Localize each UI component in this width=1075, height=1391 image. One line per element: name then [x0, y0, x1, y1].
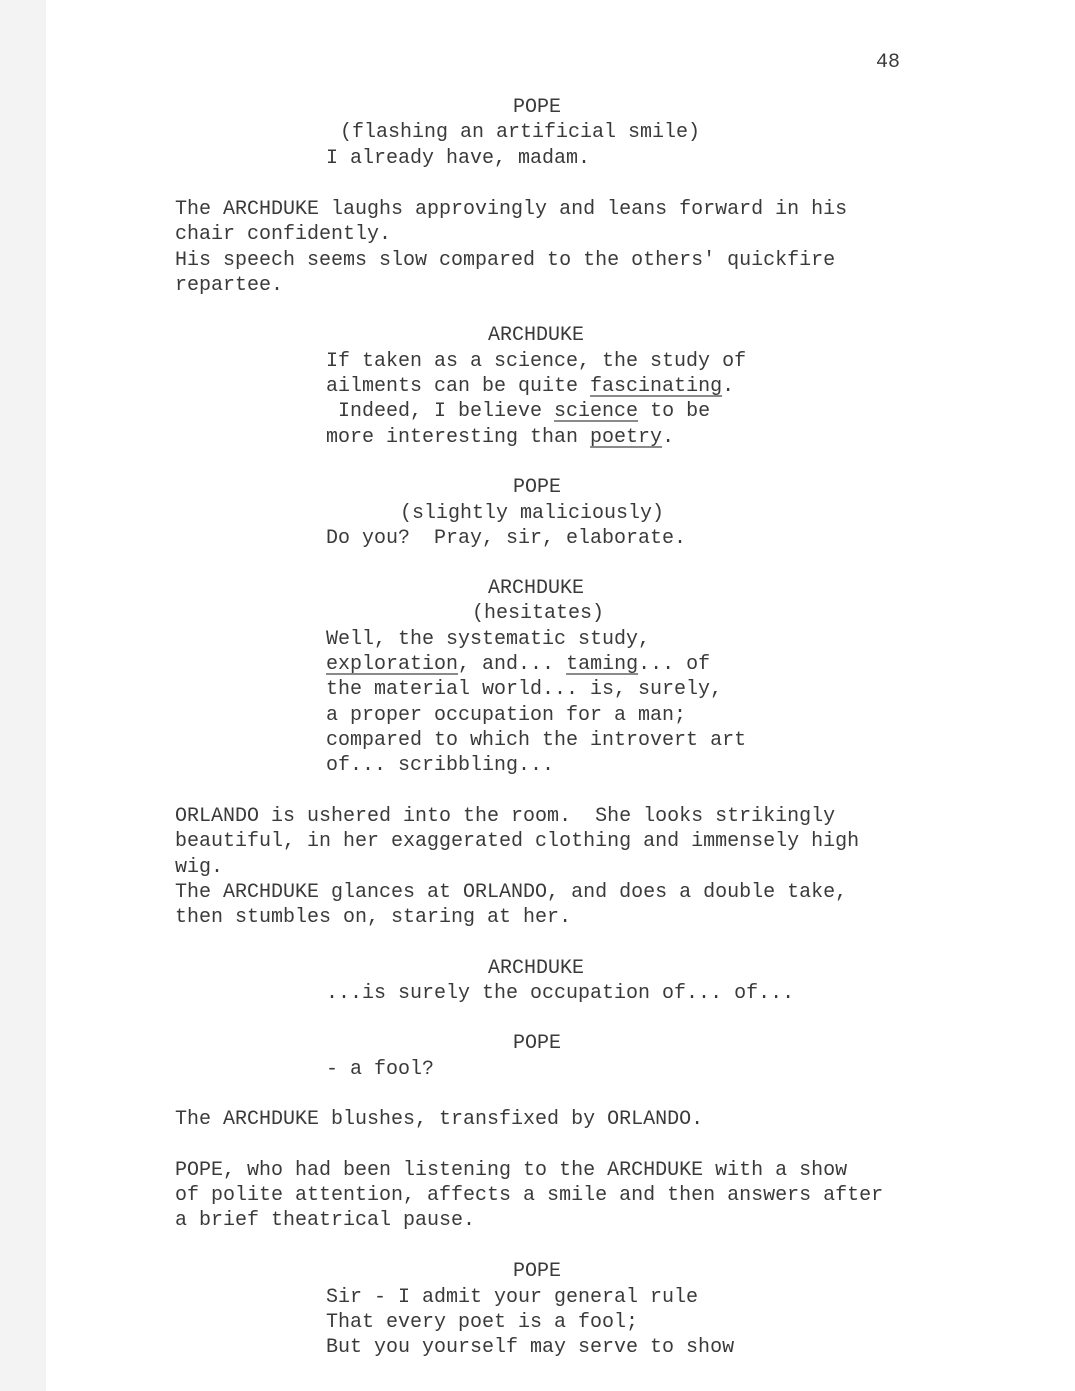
text-span: Sir - I admit your general rule — [326, 1286, 699, 1309]
dialogue-line — [326, 146, 590, 171]
text-span: ARCHDUKE — [488, 957, 585, 980]
parenthetical — [472, 601, 604, 626]
dialogue-line — [326, 374, 734, 399]
text-span: beautiful, in her exaggerated clothing and immensely high — [175, 830, 860, 853]
text-span: POPE, who had been listening to the ARCHDUKE with a show — [175, 1159, 848, 1182]
character-cue — [488, 576, 584, 601]
character-cue — [488, 323, 584, 348]
text-span: The ARCHDUKE laughs approvingly and leans forward in his — [175, 198, 848, 221]
underlined-word: exploration — [326, 653, 459, 676]
text-span: more interesting than — [326, 426, 591, 449]
character-cue — [513, 95, 561, 120]
underlined-word: science — [554, 400, 639, 423]
text-span: POPE — [513, 96, 562, 119]
action-line — [175, 905, 571, 930]
action-line — [175, 804, 835, 829]
text-span: The ARCHDUKE glances at ORLANDO, and does a double take, — [175, 881, 848, 904]
character-cue — [513, 475, 561, 500]
underlined-word: fascinating — [590, 375, 723, 398]
text-span: chair confidently. — [175, 223, 392, 246]
action-line — [175, 222, 391, 247]
dialogue-line — [326, 1057, 434, 1082]
text-span: Well, the systematic study, — [326, 628, 651, 651]
text-span: a proper occupation for a man; — [326, 704, 687, 727]
action-line — [175, 1107, 703, 1132]
dialogue-line — [326, 1285, 698, 1310]
text-span: ORLANDO is ushered into the room. She looks strikingly — [175, 805, 836, 828]
text-span: POPE — [513, 1260, 562, 1283]
text-span: compared to which the introvert art — [326, 729, 747, 752]
text-span: the material world... is, surely, — [326, 678, 723, 701]
text-span: then stumbles on, staring at her. — [175, 906, 572, 929]
text-span: I already have, madam. — [326, 147, 591, 170]
text-span: to be — [638, 400, 711, 423]
text-span: His speech seems slow compared to the others' quickfire — [175, 249, 836, 272]
action-line — [175, 248, 835, 273]
action-line — [175, 1208, 475, 1233]
parenthetical — [400, 501, 664, 526]
character-cue — [513, 1031, 561, 1056]
text-span: ARCHDUKE — [488, 324, 585, 347]
text-span: of... scribbling... — [326, 754, 555, 777]
dialogue-line — [326, 1335, 734, 1360]
dialogue-line — [326, 399, 710, 424]
text-span: If taken as a science, the study of — [326, 350, 747, 373]
dialogue-line — [326, 349, 746, 374]
dialogue-line — [326, 703, 686, 728]
dialogue-line — [326, 1310, 638, 1335]
text-span: ... of — [638, 653, 711, 676]
text-span: But you yourself may serve to show — [326, 1336, 735, 1359]
character-cue — [488, 956, 584, 981]
action-line — [175, 880, 847, 905]
dialogue-line — [326, 677, 722, 702]
text-span: . — [722, 375, 735, 398]
character-cue — [513, 1259, 561, 1284]
text-span: a brief theatrical pause. — [175, 1209, 476, 1232]
action-line — [175, 829, 859, 854]
text-span: Do you? Pray, sir, elaborate. — [326, 527, 687, 550]
parenthetical — [340, 120, 700, 145]
dialogue-line — [326, 652, 710, 677]
text-span: repartee. — [175, 274, 284, 297]
dialogue-line — [326, 526, 686, 551]
text-span: (hesitates) — [472, 602, 605, 625]
text-span: That every poet is a fool; — [326, 1311, 639, 1334]
underlined-word: poetry — [590, 426, 663, 449]
action-line — [175, 855, 223, 880]
text-span: (slightly maliciously) — [400, 502, 665, 525]
text-span: - a fool? — [326, 1058, 435, 1081]
text-span: . — [662, 426, 675, 449]
action-line — [175, 273, 283, 298]
action-line — [175, 1183, 883, 1208]
dialogue-line — [326, 425, 674, 450]
dialogue-line — [326, 627, 650, 652]
text-span: , and... — [458, 653, 567, 676]
dialogue-line — [326, 981, 794, 1006]
underlined-word: taming — [566, 653, 639, 676]
text-span: wig. — [175, 856, 224, 879]
text-span: Indeed, I believe — [326, 400, 555, 423]
text-span: ailments can be quite — [326, 375, 591, 398]
action-line — [175, 1158, 847, 1183]
dialogue-line — [326, 753, 554, 778]
text-span: POPE — [513, 1032, 562, 1055]
text-span: POPE — [513, 476, 562, 499]
text-span: ...is surely the occupation of... of... — [326, 982, 795, 1005]
action-line — [175, 197, 847, 222]
page-number: 48 — [876, 51, 901, 74]
text-span: (flashing an artificial smile) — [340, 121, 701, 144]
dialogue-line — [326, 728, 746, 753]
text-span: of polite attention, affects a smile and then answers after — [175, 1184, 884, 1207]
text-span: ARCHDUKE — [488, 577, 585, 600]
text-span: The ARCHDUKE blushes, transfixed by ORLANDO. — [175, 1108, 704, 1131]
